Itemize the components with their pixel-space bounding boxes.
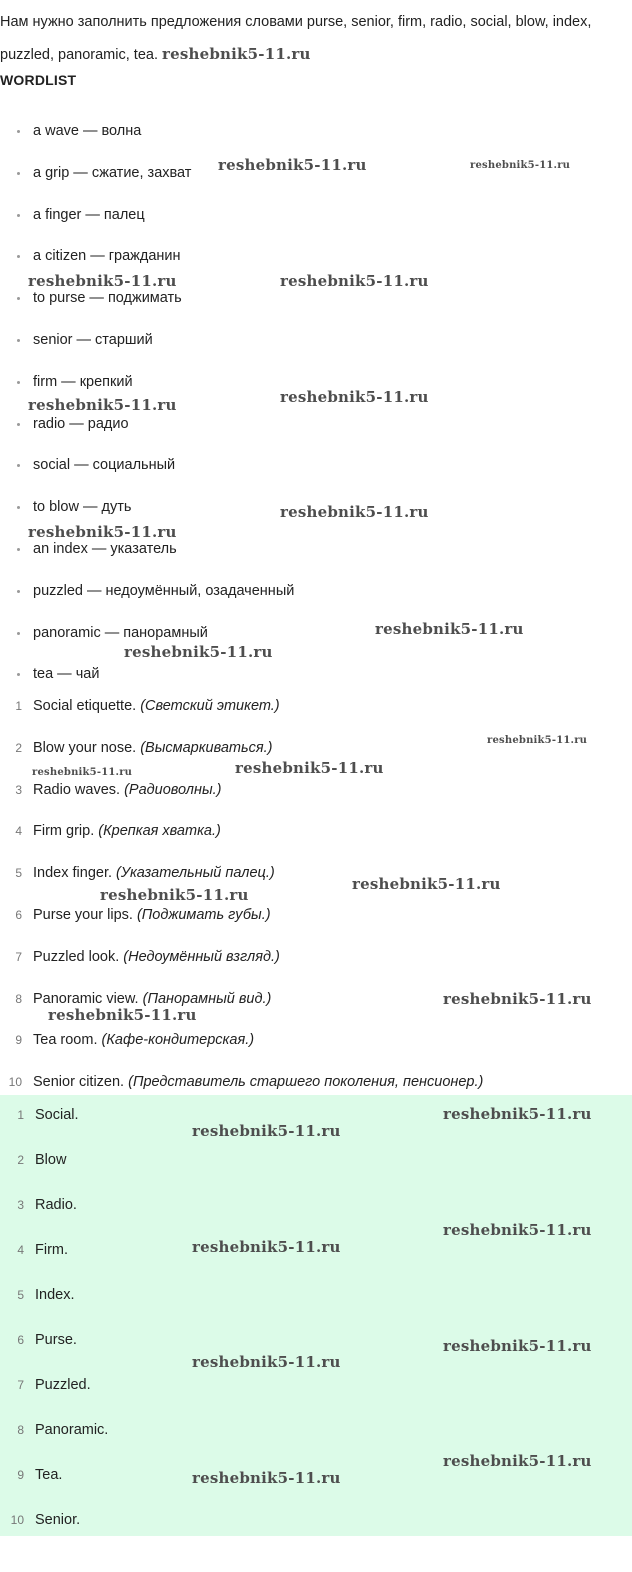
answer-english: Tea room. [33, 1032, 98, 1049]
watermark: reshebnik5-11.ru [443, 1337, 592, 1355]
answer-item [0, 685, 632, 727]
answer-english: Purse your lips. [33, 906, 133, 923]
watermark: reshebnik5-11.ru [162, 45, 311, 63]
result-word: Firm. [35, 1242, 69, 1258]
watermark: reshebnik5-11.ru [100, 886, 249, 904]
watermark: reshebnik5-11.ru [192, 1238, 341, 1256]
answer-translation: (Представитель старшего поколения, пенсионер.) [128, 1074, 484, 1091]
answer-number: 8 [15, 991, 22, 1006]
watermark: reshebnik5-11.ru [218, 156, 367, 174]
watermark: reshebnik5-11.ru [48, 1006, 197, 1024]
answer-item [0, 894, 632, 936]
answers-list [0, 685, 632, 1103]
wordlist-item: puzzled — недоумённый, озадаченный [0, 570, 632, 612]
wordlist-item: firm — крепкий [0, 361, 632, 403]
watermark: reshebnik5-11.ru [280, 272, 429, 290]
watermark: reshebnik5-11.ru [443, 1105, 592, 1123]
answer-translation: (Радиоволны.) [124, 781, 222, 798]
result-number: 5 [17, 1288, 24, 1302]
intro-text [0, 6, 632, 71]
answer-item [0, 810, 632, 852]
answer-number: 7 [15, 949, 22, 964]
result-word: Panoramic. [35, 1422, 109, 1438]
watermark: reshebnik5-11.ru [487, 735, 588, 746]
result-word: Senior. [35, 1512, 81, 1528]
result-number: 6 [17, 1333, 24, 1347]
answer-translation: (Поджимать губы.) [136, 906, 271, 923]
wordlist-item: to blow — дуть [0, 486, 632, 528]
answer-number: 9 [15, 1033, 22, 1048]
result-word: Blow [35, 1152, 67, 1168]
result-word: Index. [35, 1287, 75, 1303]
wordlist-item: an index — указатель [0, 528, 632, 570]
watermark: reshebnik5-11.ru [235, 759, 384, 777]
result-item [0, 1408, 632, 1453]
wordlist-item: to purse — поджимать [0, 277, 632, 319]
wordlist-item: senior — старший [0, 319, 632, 361]
wordlist-item: a wave — волна [0, 110, 632, 152]
wordlist-heading: WORDLIST [0, 72, 77, 88]
answer-number: 3 [15, 782, 22, 797]
result-word: Tea. [35, 1467, 63, 1483]
answer-english: Social etiquette. [33, 698, 137, 714]
watermark: reshebnik5-11.ru [32, 767, 133, 778]
answer-item [0, 1019, 632, 1061]
answer-number: 5 [15, 866, 22, 881]
wordlist-item: tea — чай [0, 653, 632, 695]
wordlist-item: a grip — сжатие, захват [0, 152, 632, 194]
watermark: reshebnik5-11.ru [124, 643, 273, 661]
result-number: 9 [17, 1468, 24, 1482]
answer-translation: (Светский этикет.) [140, 698, 280, 714]
wordlist-item: a citizen — гражданин [0, 235, 632, 277]
wordlist-item: panoramic — панорамный [0, 612, 632, 654]
wordlist-item: social — социальный [0, 444, 632, 486]
answer-english: Senior citizen. [33, 1074, 125, 1091]
result-word: Social. [35, 1107, 79, 1123]
result-word: Purse. [35, 1332, 77, 1348]
result-word: Radio. [35, 1197, 77, 1213]
watermark: reshebnik5-11.ru [443, 990, 592, 1008]
result-number: 8 [17, 1423, 24, 1437]
watermark: reshebnik5-11.ru [28, 272, 177, 290]
watermark: reshebnik5-11.ru [192, 1122, 341, 1140]
watermark: reshebnik5-11.ru [280, 503, 429, 521]
watermark: reshebnik5-11.ru [352, 875, 501, 893]
watermark: reshebnik5-11.ru [192, 1469, 341, 1487]
answer-english: Puzzled look. [33, 948, 120, 965]
watermark: reshebnik5-11.ru [443, 1221, 592, 1239]
result-item [0, 1498, 632, 1543]
result-word: Puzzled. [35, 1377, 91, 1393]
answer-number: 4 [15, 824, 22, 839]
watermark: reshebnik5-11.ru [28, 523, 177, 541]
answer-translation: (Панорамный вид.) [142, 990, 272, 1007]
watermark: reshebnik5-11.ru [375, 620, 524, 638]
result-item [0, 1273, 632, 1318]
result-number: 4 [17, 1243, 24, 1257]
answer-english: Blow your nose. [33, 739, 137, 756]
watermark: reshebnik5-11.ru [280, 388, 429, 406]
answer-translation: (Указательный палец.) [116, 865, 275, 882]
answer-english: Panoramic view. [33, 990, 139, 1007]
result-number: 2 [17, 1153, 24, 1167]
result-number: 10 [10, 1513, 24, 1527]
answer-translation: (Кафе-кондитерская.) [101, 1032, 255, 1049]
answer-translation: (Крепкая хватка.) [98, 823, 221, 840]
answer-item [0, 852, 632, 894]
answer-english: Index finger. [33, 865, 112, 882]
answer-item [0, 936, 632, 978]
answer-number: 6 [15, 907, 22, 922]
wordlist-item: a finger — палец [0, 194, 632, 236]
answer-translation: (Высмаркиваться.) [140, 739, 273, 756]
watermark: reshebnik5-11.ru [443, 1452, 592, 1470]
answer-translation: (Недоумённый взгляд.) [123, 948, 280, 965]
result-number: 3 [17, 1198, 24, 1212]
result-item [0, 1138, 632, 1183]
watermark: reshebnik5-11.ru [28, 396, 177, 414]
intro-sentence: Нам нужно заполнить предложения словами purse, senior, firm, radio, social, blow, index, puzzled, panoramic, tea. [0, 14, 592, 63]
watermark: reshebnik5-11.ru [470, 160, 571, 171]
answer-number: 1 [15, 699, 22, 713]
result-number: 7 [17, 1378, 24, 1392]
answer-english: Firm grip. [33, 823, 95, 840]
watermark: reshebnik5-11.ru [192, 1353, 341, 1371]
answer-number: 10 [8, 1075, 22, 1090]
answer-english: Radio waves. [33, 781, 121, 798]
wordlist-item: radio — радио [0, 403, 632, 445]
result-number: 1 [17, 1108, 24, 1122]
answer-number: 2 [15, 740, 22, 755]
